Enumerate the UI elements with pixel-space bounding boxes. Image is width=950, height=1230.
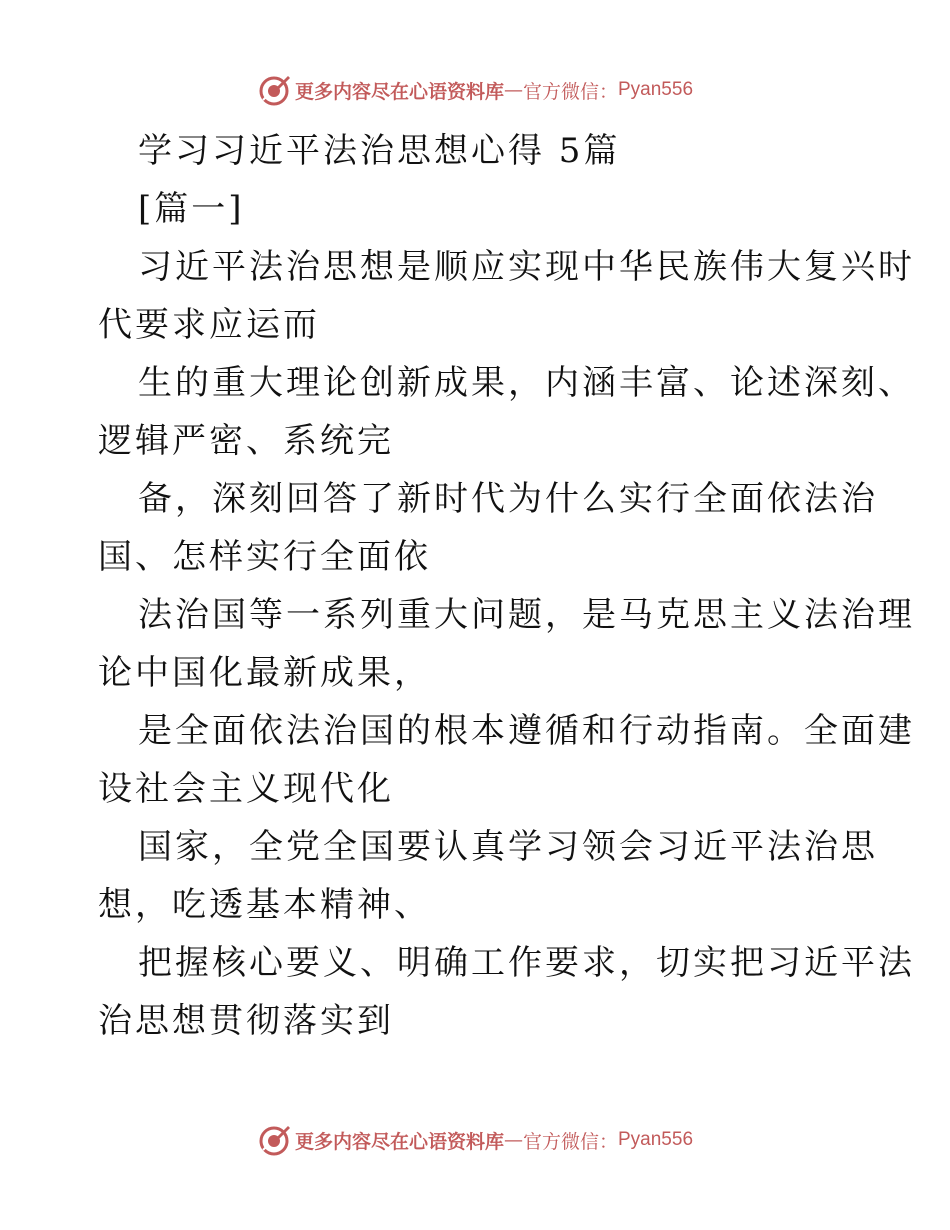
quill-seal-icon <box>257 1123 291 1157</box>
paragraph-line: 备，深刻回答了新时代为什么实行全面依法治 <box>138 479 878 519</box>
banner-wechat-label: 官方微信： <box>522 1130 618 1153</box>
paragraph-line: 国、怎样实行全面依 <box>98 537 431 577</box>
paragraph-line: 把握核心要义、明确工作要求，切实把习近平法 <box>138 943 915 983</box>
paragraph-line: 代要求应运而 <box>98 305 320 345</box>
paragraph-line: 生的重大理论创新成果，内涵丰富、论述深刻、 <box>138 363 915 403</box>
paragraph-line: 论中国化最新成果， <box>98 653 431 693</box>
paragraph-line: 治思想贯彻落实到 <box>98 1001 394 1041</box>
document-body <box>98 122 915 1050</box>
banner-dash: — <box>503 1129 523 1151</box>
banner-wechat-id: Pyan556 <box>618 79 694 100</box>
banner-wechat-id: Pyan556 <box>618 1129 694 1150</box>
banner-title: 更多内容尽在心语资料库 <box>294 1130 504 1153</box>
paragraph-line: 想，吃透基本精神、 <box>98 885 431 925</box>
banner-dash: — <box>503 79 523 101</box>
header-banner <box>0 70 950 110</box>
paragraph-line: 是全面依法治国的根本遵循和行动指南。全面建 <box>138 711 915 751</box>
paragraph-line: 习近平法治思想是顺应实现中华民族伟大复兴时 <box>138 247 915 287</box>
banner-wechat-label: 官方微信： <box>522 80 618 103</box>
paragraph-line: 逻辑严密、系统完 <box>98 421 394 461</box>
paragraph-line: 设社会主义现代化 <box>98 769 394 809</box>
banner-title: 更多内容尽在心语资料库 <box>294 80 504 103</box>
paragraph-line: 法治国等一系列重大问题，是马克思主义法治理 <box>138 595 915 635</box>
footer-banner <box>0 1120 950 1160</box>
section-heading: [篇一] <box>138 189 245 229</box>
document-title: 学习习近平法治思想心得 5篇 <box>138 131 621 171</box>
quill-seal-icon <box>257 73 291 107</box>
paragraph-line: 国家，全党全国要认真学习领会习近平法治思 <box>138 827 878 867</box>
